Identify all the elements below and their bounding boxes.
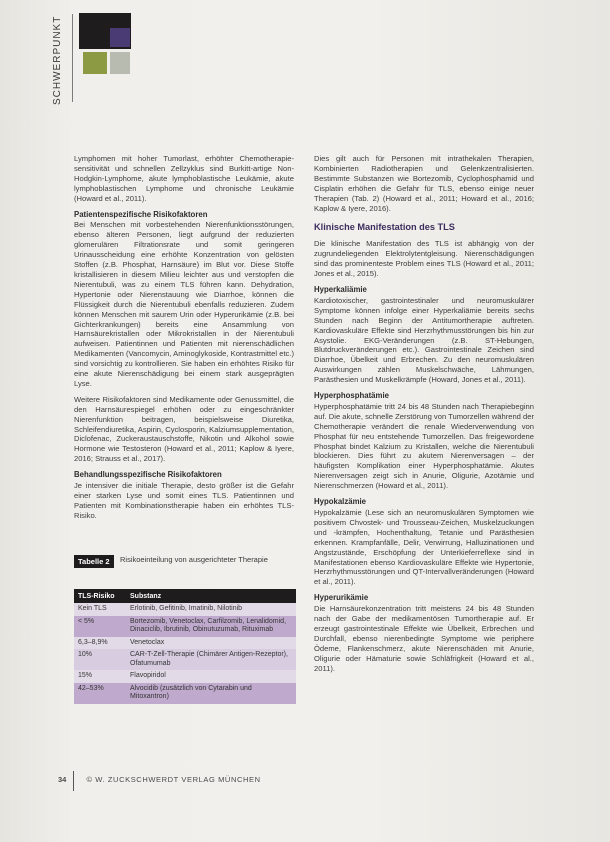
cell-substance: Venetoclax <box>126 637 296 650</box>
table-header-row <box>74 589 296 603</box>
section-divider-line <box>72 14 73 102</box>
table-row <box>74 670 296 683</box>
table-row <box>74 649 296 670</box>
paragraph-hypocalcemia: Hypokalzämie (Lese sich an neuromuskulären Symptomen wie positivem Chvostek- und Trousseau-Zeichen, Muskelzuckungen und -krämpfen, Hochenthaltung, Tetanie und Parästhesien erkennen. Krampfanfälle, Delir, Verwirrung, Halluzinationen und Angstzustände, Erschöpfung der Unterkieferreflexe sind in Manifestationen ebenso Kardiovaskuläre Effekte wie Hypertonie, Herzrhythmusstörungen und QT-Intervallveränderungen (Howard et al., 2011). <box>314 508 534 587</box>
subheading-hyperkalemia: Hyperkaliämie <box>314 284 367 294</box>
paragraph-patient-risk: Bei Menschen mit vorbestehenden Nierenfunktionsstörungen, ebenso älteren Personen, liegt aufgrund der reduzierten glomerulären Filtrationsrate und somit geringeren Urinausscheidung eine erhöhte Konzentration von gelösten Stoffen (z.B. Phosphat, Harnsäure) im Blut vor. Diese Stoffe kristallisieren in diesem Milieu leichter aus und verstopfen die Nierentubuli, was zu einem TLS führen kann. Dehydration, Hypertonie oder Nierenstauung wie Diarrhoe, können die Flüssigkeit durch die Nierentubuli ebenfalls reduzieren. Zudem können Menschen mit saurem Urin oder Hyperurikämie (z.B. bei Gichterkrankungen) bereits eine Ansammlung von Harnsäurekristallen oder Mikrokristallen in der Nierentubuli aufweisen. Patientinnen und Patienten mit nierenschädlichen Medikamenten (Vancomycin, Aminoglykoside, Kontrastmittel etc.) sind vorsichtig zu kontrollieren. Sie haben ein erhöhtes Risiko für eine akute Nierenschädigung bei einem stark ausgeprägten Lyse. <box>74 220 294 388</box>
table-row <box>74 603 296 616</box>
section-heading-clinical: Klinische Manifestation des TLS <box>314 222 455 233</box>
cell-substance: Bortezomib, Venetoclax, Carfilzomib, Lenalidomid, Dinaciclib, Ibrutinib, Obinutuzumab, Rituximab <box>126 616 296 637</box>
cell-risk: < 5% <box>74 616 126 637</box>
paragraph-clinical: Die klinische Manifestation des TLS ist abhängig von der zugrundeliegenden Elektrolytentgleisung. Nierenschädigungen sind das prominenteste Problem eines TLS (Howard et al., 2011; Jones et al., 2015). <box>314 239 534 279</box>
paragraph-hyperphosphatemia: Hyperphosphatämie tritt 24 bis 48 Stunden nach Therapiebeginn auf. Die akute, schnelle Zerstörung von Tumorzellen während der Chemotherapie verändert die renale Wiederverwendung von Phosphat für neu entstehende Tumorzellen. Das freigewordene Phosphat bindet Kalzium zu Kristallen, welche die Nierentubuli blockieren. Dies führt zu akutem Nierenversagen – der häufigsten Komplikation einer Hyperphosphatämie. Akutes Nierenversagen zeigt sich in Anurie, Oligurie, Azotämie und Nierenschmerzen (Howard et al., 2011). <box>314 401 534 491</box>
paragraph-hyperuricemia: Die Harnsäurekonzentration tritt meistens 24 bis 48 Stunden nach der Gabe der medikamentösen Tumortherapie auf. Er erzeugt gastrointestinale Effekte wie Übelkeit, Erbrechen und Durchfall, ebenso nierenbedingte Symptome wie periphere Ödeme, Flankenschmerz, akute Nierenschäden mit Anurie, Oligurie oder Hämaturie sowie Schläfrigkeit (Howard et al., 2011). <box>314 604 534 673</box>
table-row <box>74 616 296 637</box>
subheading-hyperuricemia: Hyperurikämie <box>314 593 369 603</box>
table-caption <box>74 553 296 577</box>
subheading-patient-risk: Patientenspezifische Risikofaktoren <box>74 209 208 219</box>
paragraph-intro-right: Dies gilt auch für Personen mit intrathekalen Therapien, Kombinierten Radiotherapien und Gelenkzentralisierten. Bestimmte Substanzen wie Bortezomib, Cyclophosphamid und Cisplatin erhöhen die Gefahr für TLS, ebenso einige neuer Therapien (Tab. 2) (Howard et al., 2011; Howard et al., 2016; Kaplow & Iyere, 2016). <box>314 154 534 213</box>
risk-table-grid <box>74 589 296 704</box>
table-label: Tabelle 2 <box>74 555 114 568</box>
table-row <box>74 637 296 650</box>
paragraph-further-risk: Weitere Risikofaktoren sind Medikamente oder Genussmittel, die den Harnsäurespiegel erhöhen oder zu eingeschränkter Nierenfunktion beitragen, beispielsweise Diuretika, Schleifendiuretika, Aspirin, Cyclosporin, Kalziumsupplementation, Diclofenac, Zuckeraustauschstoffe, Nikotin und Alkohol sowie Hormone wie Testosteron (Howard et al., 2011; Kaplow & Iyere, 2016; Strauss et al., 2017). <box>74 394 294 464</box>
table-row <box>74 683 296 704</box>
cell-substance: Alvocidib (zusätzlich von Cytarabin und Mitoxantron) <box>126 683 296 704</box>
paragraph-treatment-risk: Je intensiver die initiale Therapie, desto größer ist die Gefahr einer starken Lyse und somit eines TLS. Patientinnen und Patienten mit Kombinationstherapie haben ein erhöhtes TLS-Risiko. <box>74 481 294 520</box>
cell-risk: 10% <box>74 649 126 670</box>
cell-risk: 6,3–8,9% <box>74 637 126 650</box>
page-footer <box>58 775 261 784</box>
cell-risk: Kein TLS <box>74 603 126 616</box>
risk-table <box>74 553 296 704</box>
brand-square-olive <box>83 52 107 74</box>
subheading-treatment-risk: Behandlungsspezifische Risikofaktoren <box>74 470 222 480</box>
header-risk: TLS-Risiko <box>74 589 126 603</box>
brand-square-black <box>79 13 107 49</box>
cell-substance: Flavopiridol <box>126 670 296 683</box>
section-label: SCHWERPUNKT <box>52 15 63 105</box>
subheading-hypocalcemia: Hypokalzämie <box>314 497 367 507</box>
right-column <box>314 154 534 680</box>
table-title: Risikoeinteilung von ausgerichteter Therapie <box>120 555 268 564</box>
cell-risk: 15% <box>74 670 126 683</box>
brand-square-purple <box>110 28 130 47</box>
brand-square-grey <box>110 52 130 74</box>
publisher-line: © W. ZUCKSCHWERDT VERLAG MÜNCHEN <box>86 775 261 784</box>
cell-substance: CAR-T-Zell-Therapie (Chimärer Antigen-Rezeptor), Ofatumumab <box>126 649 296 670</box>
left-column <box>74 154 294 527</box>
cell-risk: 42–53% <box>74 683 126 704</box>
paragraph-intro: Lymphomen mit hoher Tumorlast, erhöhter Chemotherapie-sensitivität und schnellen Zellzyklus sind Burkitt-artige Non-Hodgkin-Lymphome, akute lymphoblastische Leukämie, akute lymphoblastischen Lymphome und chronische Leukämie (Howard et al., 2011). <box>74 154 294 203</box>
subheading-hyperphosphatemia: Hyperphosphatämie <box>314 391 389 401</box>
header-substance: Substanz <box>126 589 296 603</box>
cell-substance: Erlotinib, Gefitinib, Imatinib, Nilotinib <box>126 603 296 616</box>
paragraph-hyperkalemia: Kardiotoxischer, gastrointestinaler und neuromuskulärer Symptome können infolge einer Hyperkaliämie bereits sechs Stunden nach Beginn der Antitumortherapie auftreten. Kardiovaskuläre Effekte sind Herzrhythmusstörungen bis hin zur Asystolie. EKG-Veränderungen (z.B. ST-Hebungen, Blutdruckveränderungen etc.). Gastrointestinale Zeichen sind Diarrhoe, Übelkeit und Erbrechen. Zu den neuromuskulären Auswirkungen zählen Muskelschwäche, Lähmungen, Parästhesien und Muskelkrämpfe (Howard, Jones et al., 2011). <box>314 295 534 385</box>
page-number: 34 <box>58 775 67 784</box>
footer-divider <box>73 771 74 791</box>
